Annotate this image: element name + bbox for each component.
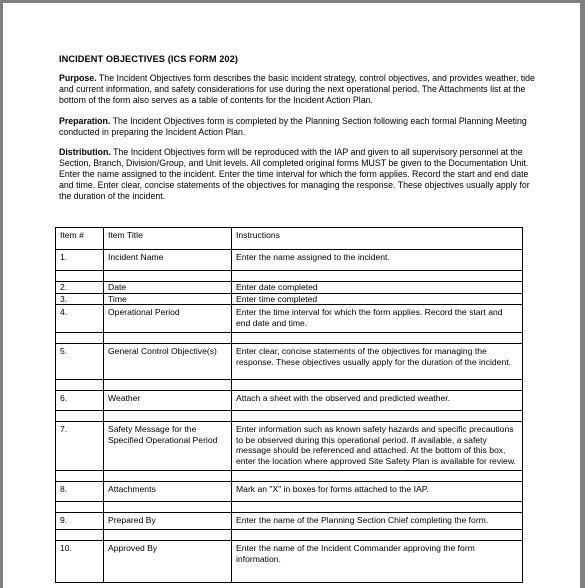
table-row <box>56 482 523 502</box>
table-row <box>56 391 523 411</box>
table-row <box>56 250 523 271</box>
table-spacer-row <box>56 411 523 422</box>
purpose-text: The Incident Objectives form describes the basic incident strategy, control objectives, and provides weather, tide and current information, and safety considerations for use during the next operational period. The Attachments list at the bottom of the form also serves as a table of contents for the Incident Action Plan. <box>59 73 535 106</box>
item-number: 4. <box>56 305 104 333</box>
preparation-paragraph <box>59 116 541 138</box>
table-spacer-row <box>56 530 523 541</box>
item-number: 3. <box>56 293 104 305</box>
item-title: Attachments <box>104 482 232 502</box>
preparation-text: The Incident Objectives form is completed by the Planning Section following each formal Planning Meeting conducted in preparing the Incident Action Plan. <box>59 116 527 138</box>
item-title: Incident Name <box>104 250 232 271</box>
item-instructions: Enter date completed <box>232 282 523 294</box>
table-row <box>56 422 523 471</box>
table-row <box>56 344 523 380</box>
table-row <box>56 305 523 333</box>
item-number: 6. <box>56 391 104 411</box>
header-item-number: Item # <box>56 228 104 250</box>
table-row <box>56 293 523 305</box>
item-number: 2. <box>56 282 104 294</box>
item-title: Operational Period <box>104 305 232 333</box>
item-title: Time <box>104 293 232 305</box>
item-title: Prepared By <box>104 513 232 530</box>
item-instructions: Enter information such as known safety hazards and specific precautions to be observed during this operational period. If available, a safety message should be referenced and attached. At the bottom of this box, enter the location where approved Site Safety Plan is available for review. <box>232 422 523 471</box>
table-spacer-row <box>56 502 523 513</box>
item-number: 9. <box>56 513 104 530</box>
item-instructions: Enter the name of the Planning Section Chief completing the form. <box>232 513 523 530</box>
item-title: Safety Message for the Specified Operational Period <box>104 422 232 471</box>
item-number: 7. <box>56 422 104 471</box>
table-row <box>56 282 523 294</box>
item-number: 1. <box>56 250 104 271</box>
item-instructions: Enter the time interval for which the form applies. Record the start and end date and time. <box>232 305 523 333</box>
purpose-paragraph <box>59 73 541 106</box>
item-number: 10. <box>56 541 104 583</box>
document-title: INCIDENT OBJECTIVES (ICS FORM 202) <box>59 54 239 64</box>
item-number: 8. <box>56 482 104 502</box>
table-spacer-row <box>56 271 523 282</box>
distribution-paragraph <box>59 147 541 202</box>
item-instructions: Enter the name assigned to the incident. <box>232 250 523 271</box>
table-row <box>56 541 523 583</box>
distribution-label: Distribution. <box>59 147 111 157</box>
item-title: Approved By <box>104 541 232 583</box>
table-spacer-row <box>56 471 523 482</box>
item-number: 5. <box>56 344 104 380</box>
item-instructions: Enter clear, concise statements of the objectives for managing the response. These objectives usually apply for the duration of the incident. <box>232 344 523 380</box>
table-spacer-row <box>56 333 523 344</box>
header-instructions: Instructions <box>232 228 523 250</box>
item-instructions: Mark an "X" in boxes for forms attached to the IAP. <box>232 482 523 502</box>
item-instructions: Enter time completed <box>232 293 523 305</box>
table-header-row <box>56 228 523 250</box>
item-instructions: Attach a sheet with the observed and predicted weather. <box>232 391 523 411</box>
header-item-title: Item Title <box>104 228 232 250</box>
item-title: Date <box>104 282 232 294</box>
purpose-label: Purpose. <box>59 73 97 83</box>
preparation-label: Preparation. <box>59 116 111 126</box>
distribution-text: The Incident Objectives form will be reproduced with the IAP and given to all supervisory personnel at the Section, Branch, Division/Group, and Unit levels. All completed original forms MUST be given to the Documentation Unit. Enter the name assigned to the incident. Enter the time interval for which the form applies. Record the start and end date and time. Enter clear, concise statements of the objectives for managing the response. These objectives usually apply for the duration of the incident. <box>59 147 530 202</box>
item-title: General Control Objective(s) <box>104 344 232 380</box>
instructions-table <box>55 227 523 583</box>
item-instructions: Enter the name of the Incident Commander approving the form information. <box>232 541 523 583</box>
item-title: Weather <box>104 391 232 411</box>
table-row <box>56 513 523 530</box>
table-spacer-row <box>56 380 523 391</box>
document-page <box>3 3 580 588</box>
